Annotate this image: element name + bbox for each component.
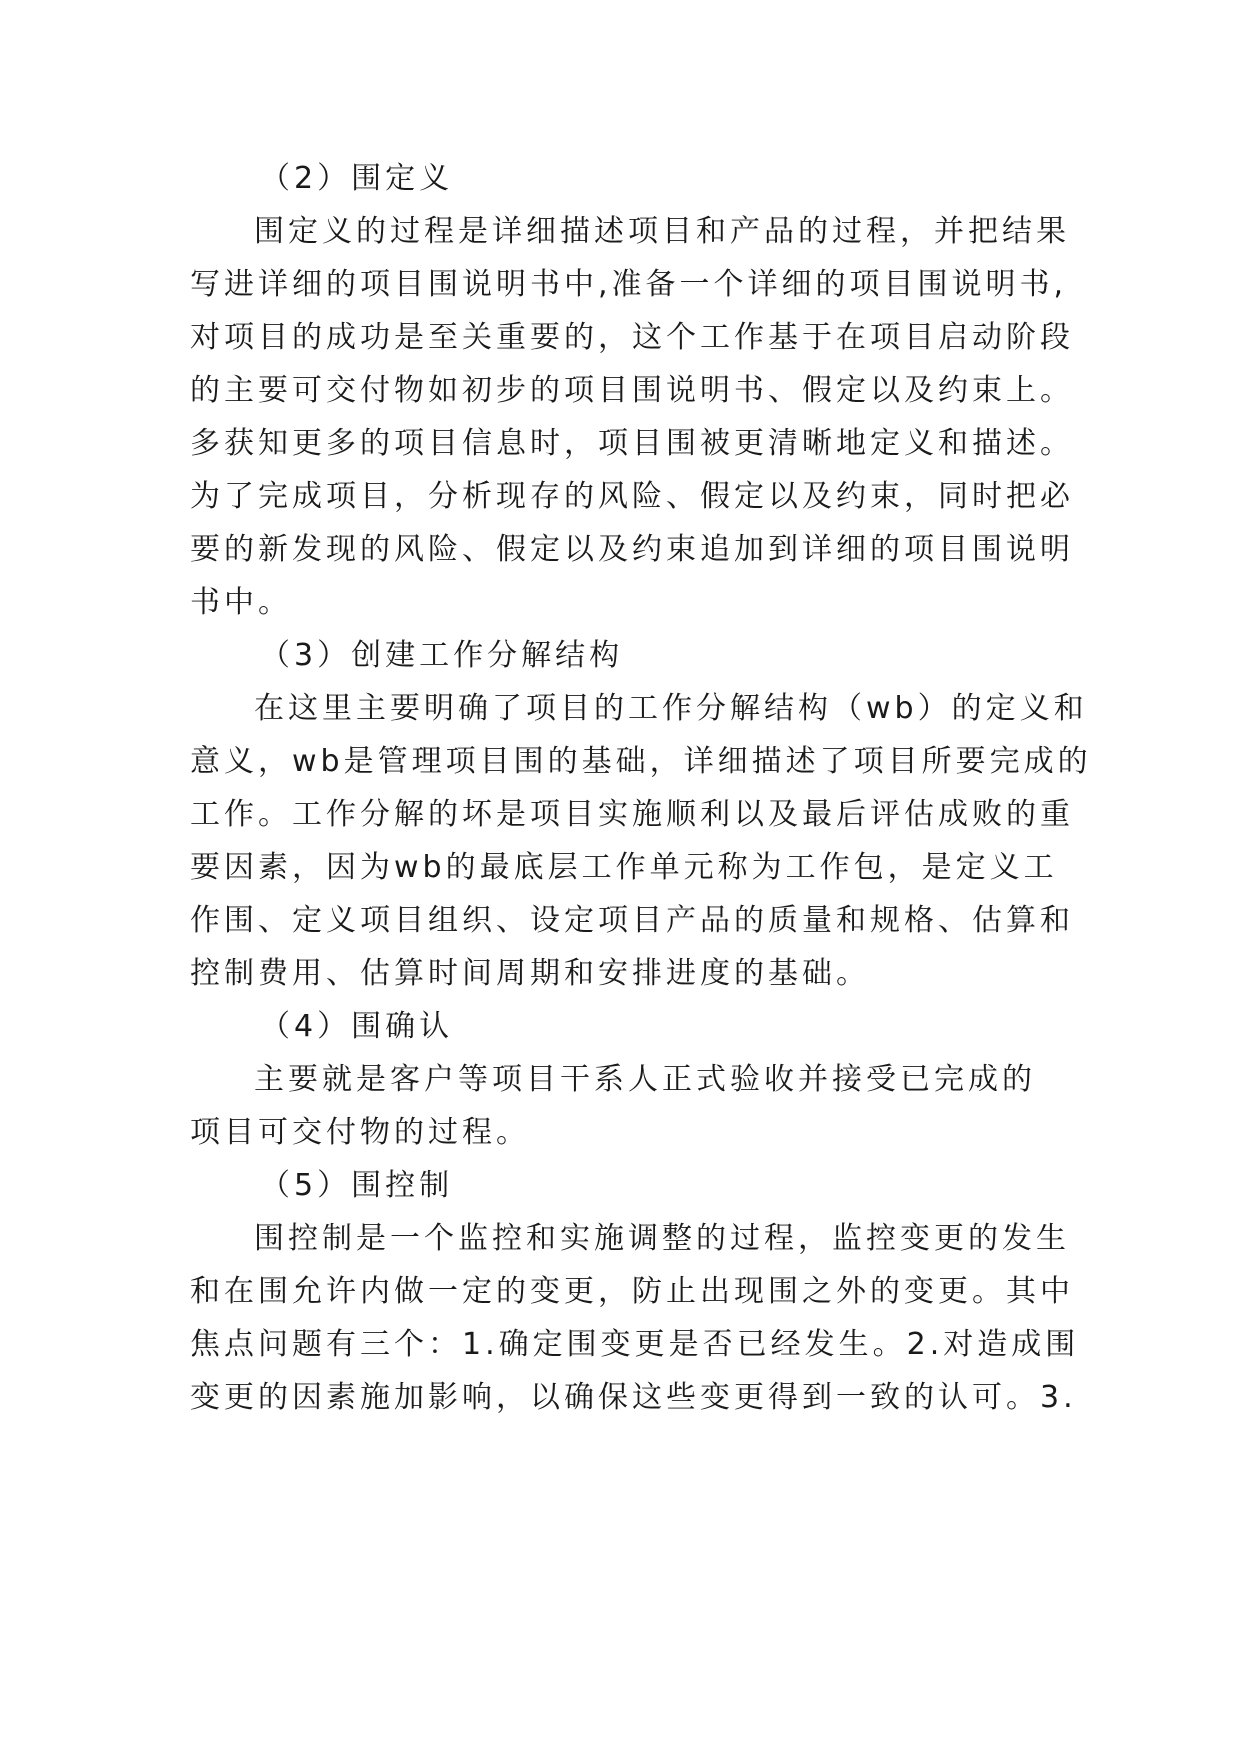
- paragraph-line: 焦点问题有三个：1.确定围变更是否已经发生。2.对造成围: [190, 1327, 1080, 1362]
- section-heading-scope-definition: （2）围定义: [260, 161, 454, 196]
- paragraph-line: 主要就是客户等项目干系人正式验收并接受已完成的: [254, 1062, 1036, 1097]
- paragraph-line: 要因素，因为wb的最底层工作单元称为工作包，是定义工: [190, 850, 1058, 885]
- paragraph-line: 工作。工作分解的坏是项目实施顺利以及最后评估成败的重: [190, 797, 1074, 832]
- paragraph-line: 写进详细的项目围说明书中,准备一个详细的项目围说明书,: [190, 267, 1068, 302]
- paragraph-line: 和在围允许内做一定的变更，防止出现围之外的变更。其中: [190, 1274, 1074, 1309]
- paragraph-line: 项目可交付物的过程。: [190, 1115, 530, 1150]
- paragraph-line: 控制费用、估算时间周期和安排进度的基础。: [190, 956, 870, 991]
- paragraph-line: 围控制是一个监控和实施调整的过程，监控变更的发生: [254, 1221, 1070, 1256]
- paragraph-line: 作围、定义项目组织、设定项目产品的质量和规格、估算和: [190, 903, 1074, 938]
- section-heading-create-wbs: （3）创建工作分解结构: [260, 638, 624, 673]
- paragraph-line: 在这里主要明确了项目的工作分解结构（wb）的定义和: [254, 691, 1088, 726]
- section-heading-scope-control: （5）围控制: [260, 1168, 454, 1203]
- paragraph-line: 书中。: [190, 585, 292, 620]
- paragraph-line: 要的新发现的风险、假定以及约束追加到详细的项目围说明: [190, 532, 1074, 567]
- paragraph-line: 多获知更多的项目信息时，项目围被更清晰地定义和描述。: [190, 426, 1074, 461]
- paragraph-line: 的主要可交付物如初步的项目围说明书、假定以及约束上。: [190, 373, 1074, 408]
- section-heading-scope-verification: （4）围确认: [260, 1009, 454, 1044]
- paragraph-line: 变更的因素施加影响，以确保这些变更得到一致的认可。3.: [190, 1380, 1077, 1415]
- paragraph-line: 对项目的成功是至关重要的，这个工作基于在项目启动阶段: [190, 320, 1074, 355]
- paragraph-line: 意义，wb是管理项目围的基础，详细描述了项目所要完成的: [190, 744, 1092, 779]
- document-body: [190, 152, 1090, 1424]
- paragraph-line: 为了完成项目，分析现存的风险、假定以及约束，同时把必: [190, 479, 1074, 514]
- paragraph-line: 围定义的过程是详细描述项目和产品的过程，并把结果: [254, 214, 1070, 249]
